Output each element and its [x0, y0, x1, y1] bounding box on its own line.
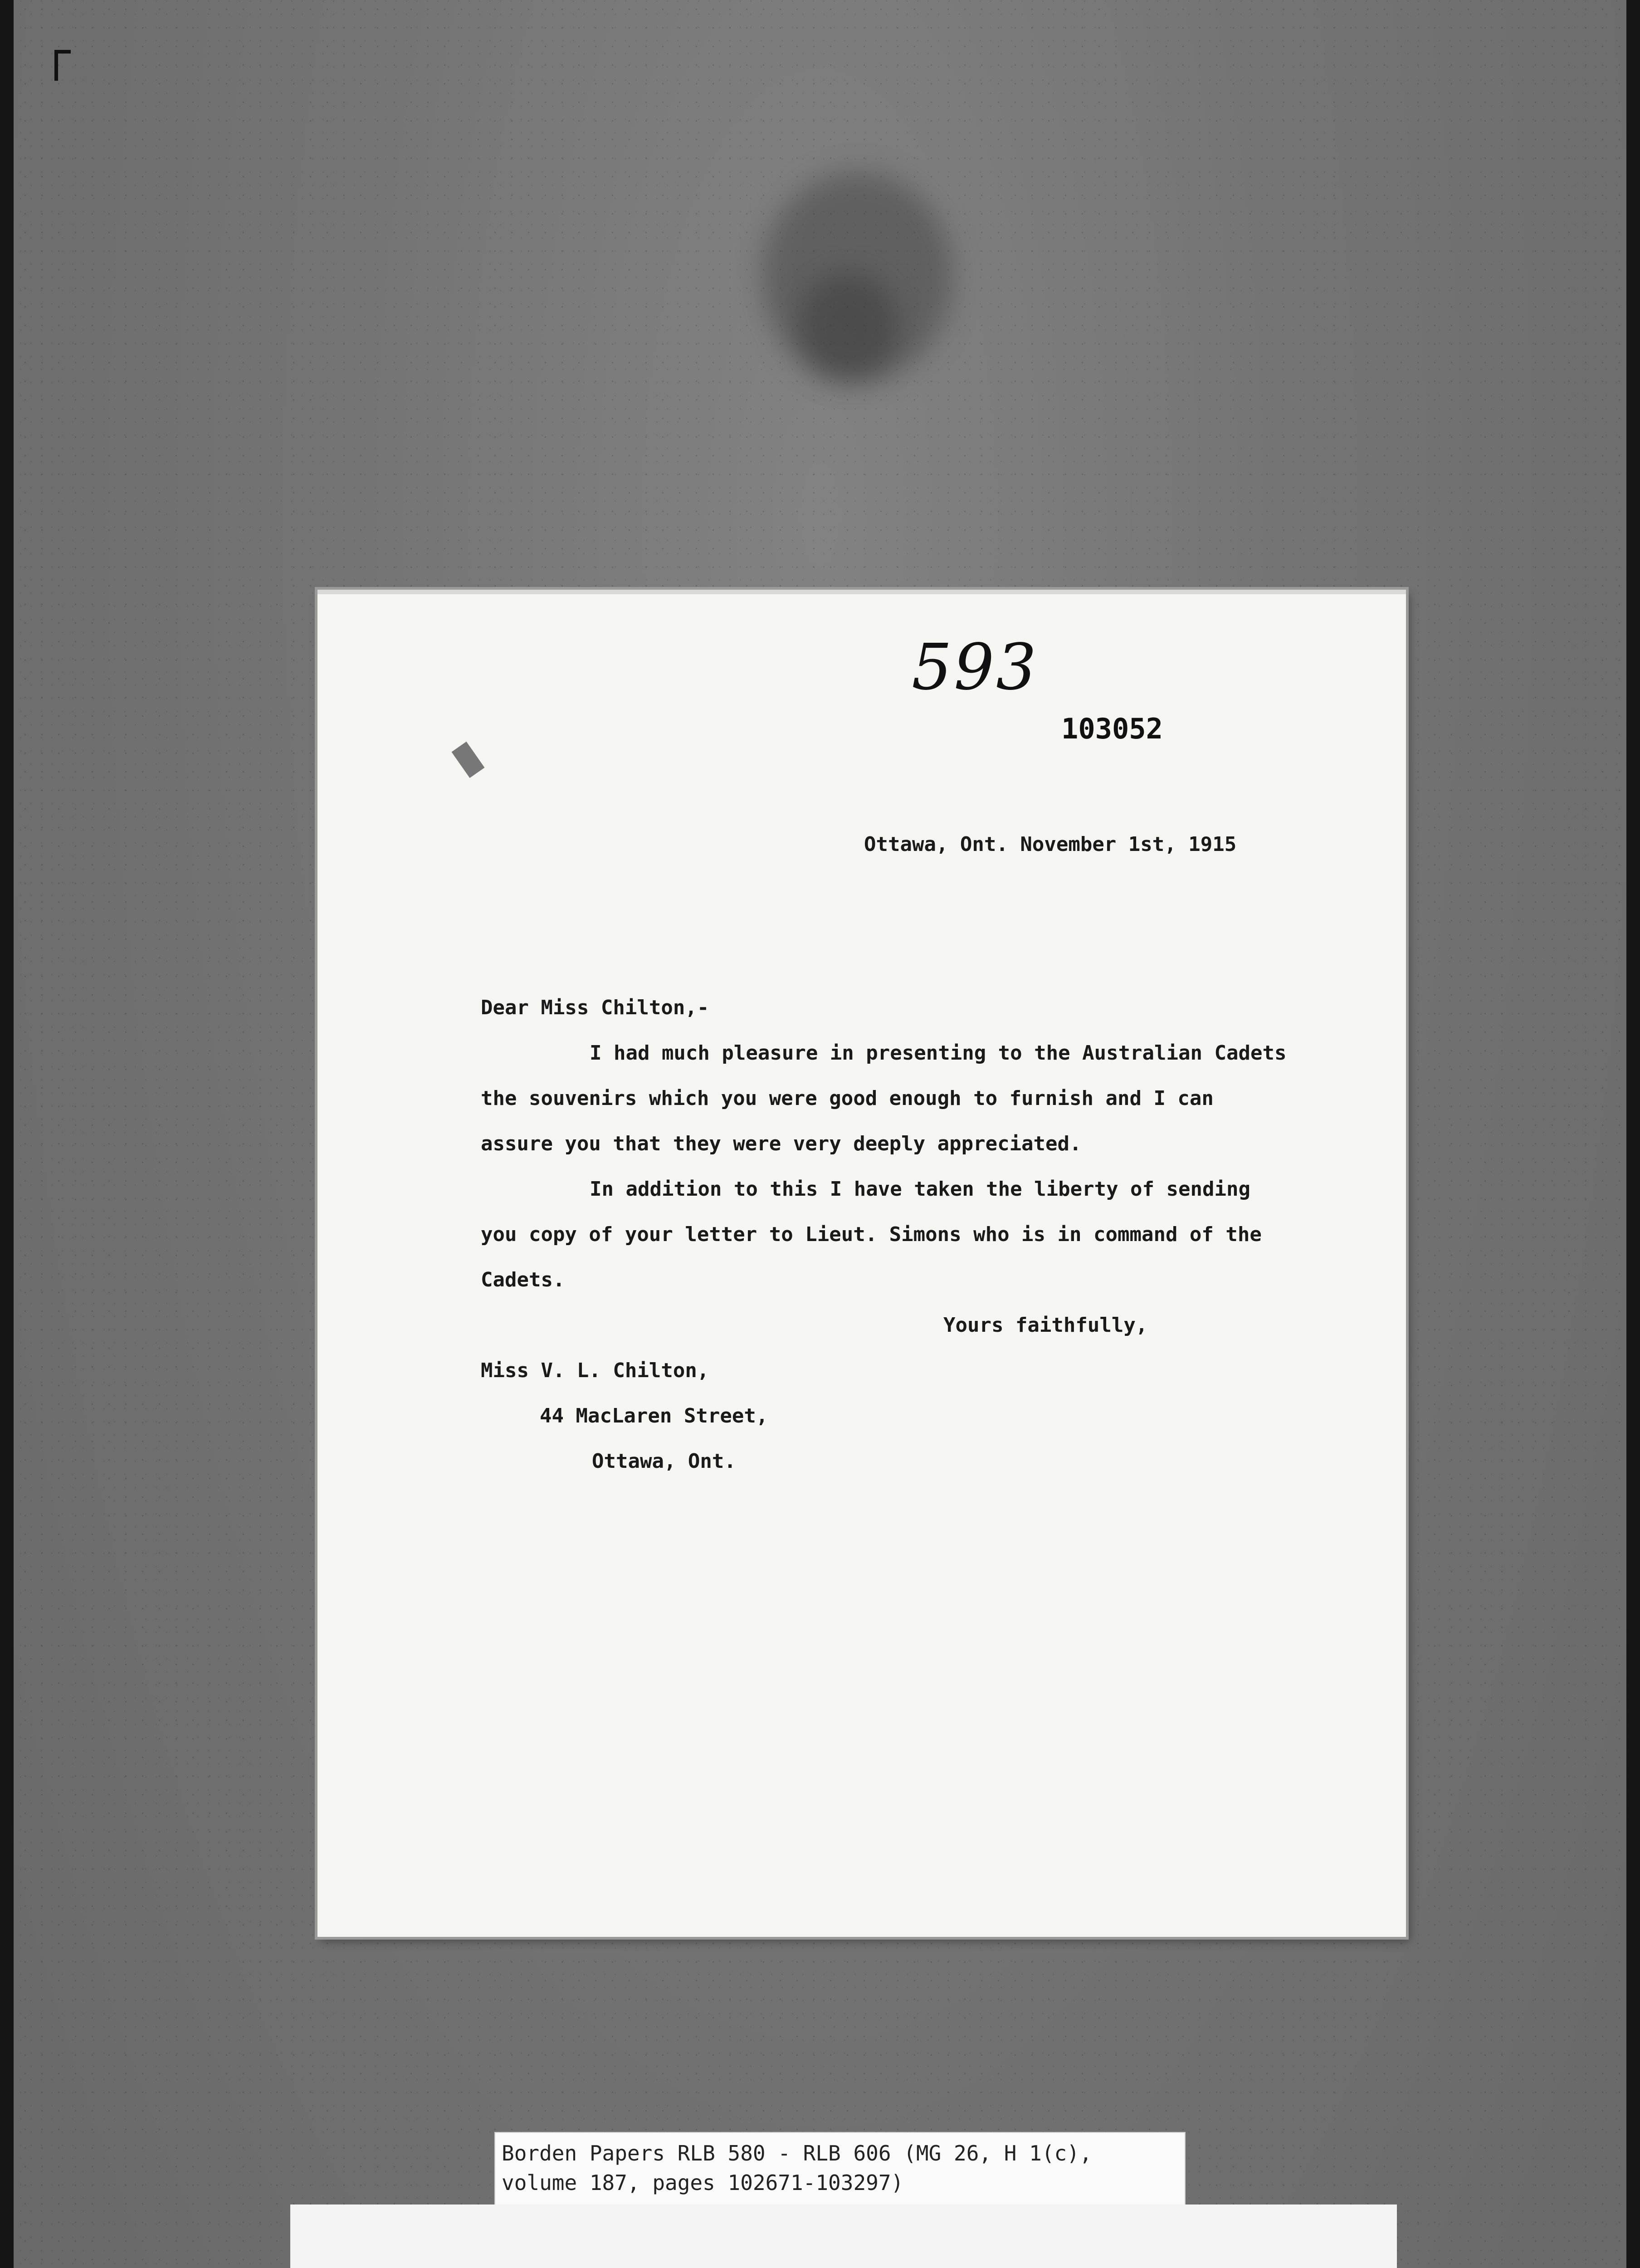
corner-crop-mark	[54, 50, 71, 81]
letter-body-line: assure you that they were very deeply appreciated.	[481, 1132, 1082, 1155]
film-edge-left	[0, 0, 14, 2268]
letter-dateline: Ottawa, Ont. November 1st, 1915	[864, 833, 1237, 856]
letter-body-line: Cadets.	[481, 1268, 565, 1291]
archives-banner	[290, 2204, 1397, 2268]
recipient-name: Miss V. L. Chilton,	[481, 1359, 709, 1382]
letter-body-line: I had much pleasure in presenting to the Australian Cadets	[590, 1041, 1287, 1065]
letter-body-line: the souvenirs which you were good enough to furnish and I can	[481, 1087, 1214, 1110]
smudge-mark	[798, 272, 898, 381]
letter-salutation: Dear Miss Chilton,-	[481, 996, 709, 1019]
letter-closing: Yours faithfully,	[943, 1314, 1148, 1337]
recipient-city: Ottawa, Ont.	[592, 1450, 736, 1473]
caption-line: volume 187, pages 102671-103297)	[502, 2170, 904, 2195]
recipient-street: 44 MacLaren Street,	[540, 1404, 768, 1427]
letter-sheet	[317, 590, 1406, 1937]
caption-line: Borden Papers RLB 580 - RLB 606 (MG 26, H 1(c),	[502, 2141, 1092, 2165]
film-edge-right	[1626, 0, 1640, 2268]
letter-body-line: you copy of your letter to Lieut. Simons who is in command of the	[481, 1223, 1262, 1246]
sheet-edge	[317, 590, 1406, 594]
document-number: 103052	[1061, 712, 1163, 745]
handwritten-page-number: 593	[912, 631, 1039, 704]
letter-body-line: In addition to this I have taken the liberty of sending	[590, 1178, 1250, 1201]
